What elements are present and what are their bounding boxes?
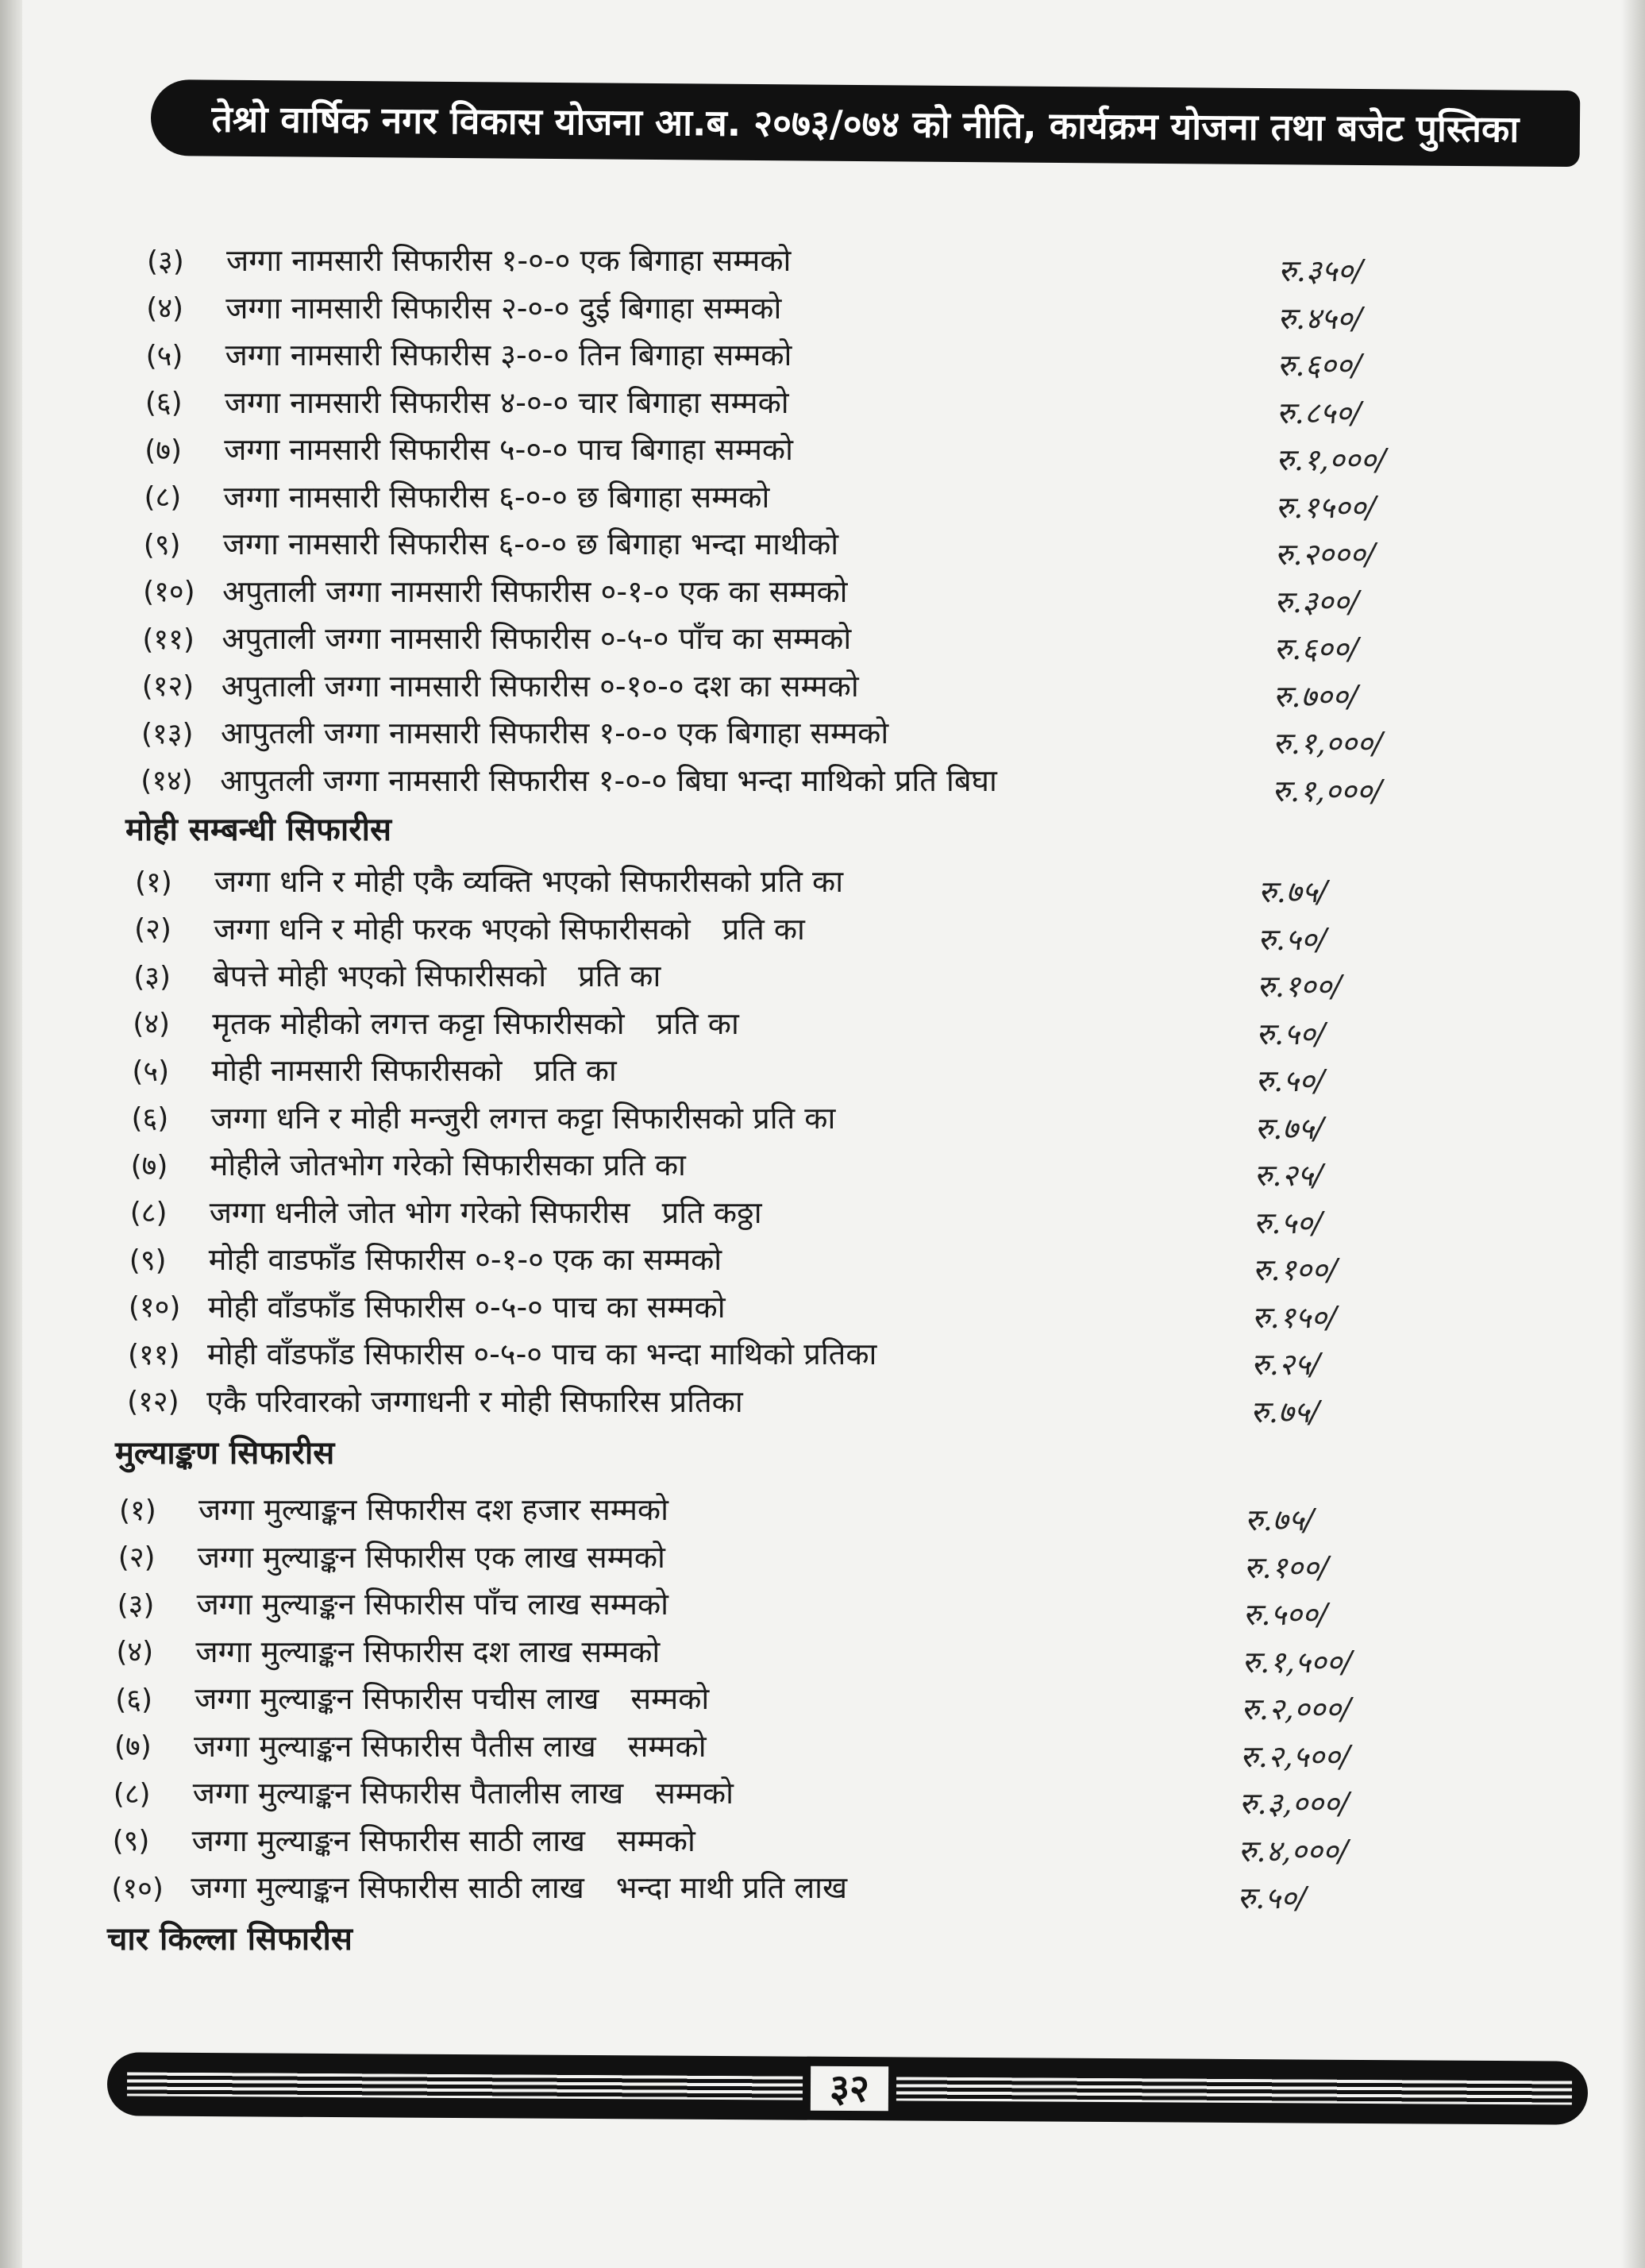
item-fee-amount: रु.१,०००/ <box>1273 726 1383 761</box>
item-number: (८) <box>129 1197 168 1229</box>
item-description: जग्गा मुल्याङ्कन सिफारीस पैतीस लाख <box>194 1728 596 1764</box>
item-number: (१४) <box>141 765 193 797</box>
item-number: (१२) <box>127 1386 179 1418</box>
item-number: (७) <box>144 434 182 467</box>
item-number: (१०) <box>111 1872 164 1905</box>
item-number: (२) <box>118 1541 156 1574</box>
item-description: जग्गा नामसारी सिफारीस ६-०-० छ बिगाहा भन्दा माथीको <box>222 526 839 561</box>
item-description: मोही नामसारी सिफारीसको <box>211 1053 503 1088</box>
list-item <box>132 1048 616 1091</box>
item-number: (३) <box>133 960 171 993</box>
item-unit: प्रति कठ्ठा <box>661 1194 762 1230</box>
item-fee-amount: रु.८५०/ <box>1276 395 1362 430</box>
list-item <box>144 522 838 565</box>
item-description: मोहीले जोतभोग गरेको सिफारीसका प्रति का <box>210 1148 686 1182</box>
item-fee-amount: रु.१००/ <box>1252 1252 1338 1287</box>
item-number: (९) <box>129 1244 167 1277</box>
item-unit: प्रति का <box>722 911 805 947</box>
item-unit: प्रति का <box>578 958 661 993</box>
list-item <box>129 1285 726 1328</box>
item-fee-amount: रु.५०/ <box>1256 1016 1326 1051</box>
item-fee-amount: रु.५००/ <box>1242 1597 1328 1632</box>
list-item <box>141 758 997 801</box>
item-fee-amount: रु.१५००/ <box>1275 489 1377 525</box>
item-description: जग्गा धनि र मोही फरक भएको सिफारीसको <box>214 911 691 947</box>
item-number: (३) <box>117 1588 155 1622</box>
item-fee-amount: रु.७५/ <box>1254 1110 1324 1146</box>
item-unit: सम्मको <box>655 1776 734 1811</box>
list-item <box>129 1237 722 1280</box>
item-fee-amount: रु.२,०००/ <box>1241 1691 1351 1726</box>
item-description: बेपत्ते मोही भएको सिफारीसको <box>213 958 547 993</box>
item-number: (११) <box>128 1338 180 1371</box>
item-description: जग्गा नामसारी सिफारीस ६-०-० छ बिगाहा सम्मको <box>223 479 770 515</box>
list-item <box>131 1143 686 1186</box>
item-fee-amount: रु.१५०/ <box>1251 1299 1337 1335</box>
list-item <box>134 907 805 950</box>
list-item <box>115 1676 709 1719</box>
item-fee-amount: रु.७५/ <box>1258 874 1328 909</box>
item-fee-amount: रु.७००/ <box>1273 678 1358 714</box>
item-unit: प्रति का <box>656 1005 739 1041</box>
item-description: जग्गा मुल्याङ्कन सिफारीस दश हजार सम्मको <box>198 1492 668 1527</box>
list-item <box>142 664 859 707</box>
item-fee-amount: रु.६००/ <box>1277 348 1362 383</box>
item-description: जग्गा मुल्याङ्कन सिफारीस पाँच लाख सम्मको <box>196 1587 669 1622</box>
list-item <box>133 1001 739 1044</box>
item-number: (६) <box>115 1683 152 1716</box>
item-description: जग्गा मुल्याङ्कन सिफारीस पचीस लाख <box>195 1681 599 1716</box>
item-number: (१) <box>135 866 172 899</box>
item-fee-amount: रु.१,५००/ <box>1242 1644 1353 1680</box>
list-item <box>113 1819 695 1861</box>
item-unit: प्रति का <box>534 1053 617 1088</box>
list-item <box>144 427 793 470</box>
list-item <box>118 1535 665 1578</box>
item-number: (४) <box>133 1008 171 1040</box>
section-heading-valuation: मुल्याङ्कण सिफारीस <box>115 1435 335 1472</box>
item-description: आपुतली जग्गा नामसारी सिफारीस १-०-० एक बिगाहा सम्मको <box>221 716 889 750</box>
list-item <box>133 954 661 997</box>
list-item <box>114 1771 734 1814</box>
list-item <box>146 286 781 329</box>
item-description: अपुताली जग्गा नामसारी सिफारीस ०-५-० पाँच का सम्मको <box>222 621 852 656</box>
item-number: (६) <box>144 387 183 419</box>
list-item <box>130 1190 762 1233</box>
item-number: (४) <box>116 1636 154 1668</box>
item-fee-amount: रु.३५०/ <box>1278 253 1363 288</box>
item-fee-amount: रु.१,०००/ <box>1272 773 1383 808</box>
item-number: (६) <box>131 1102 169 1135</box>
item-fee-amount: रु.४,०००/ <box>1238 1833 1349 1869</box>
item-fee-amount: रु.७५/ <box>1250 1394 1320 1429</box>
item-unit: सम्मको <box>617 1822 695 1858</box>
list-item <box>146 333 792 376</box>
item-unit: सम्मको <box>630 1681 710 1716</box>
item-description: जग्गा नामसारी सिफारीस ४-०-० चार बिगाहा सम्मको <box>224 384 789 420</box>
list-item <box>128 1332 876 1375</box>
item-description: जग्गा मुल्याङ्कन सिफारीस पैतालीस लाख <box>192 1776 624 1811</box>
item-description: जग्गा मुल्याङ्कन सिफारीस एक लाख सम्मको <box>197 1539 665 1575</box>
item-fee-amount: रु.३००/ <box>1274 584 1359 619</box>
item-description: जग्गा नामसारी सिफारीस १-०-० एक बिगाहा सम्मको <box>226 243 792 278</box>
item-description: जग्गा धनीले जोत भोग गरेको सिफारीस <box>209 1194 630 1230</box>
item-number: (७) <box>114 1730 152 1763</box>
item-description: जग्गा धनि र मोही एकै व्यक्ति भएको सिफारीसको प्रति का <box>214 864 844 899</box>
item-fee-amount: रु.१००/ <box>1243 1549 1329 1585</box>
item-number: (१०) <box>128 1291 181 1324</box>
item-number: (९) <box>143 528 181 561</box>
item-description: अपुताली जग्गा नामसारी सिफारीस ०-१-० एक का सम्मको <box>222 573 848 609</box>
list-item <box>127 1379 743 1422</box>
item-fee-amount: रु.७५/ <box>1245 1502 1315 1537</box>
list-item <box>118 1582 668 1625</box>
item-description: जग्गा मुल्याङ्कन सिफारीस दश लाख सम्मको <box>195 1634 661 1669</box>
item-number: (९) <box>112 1825 150 1857</box>
item-number: (८) <box>113 1777 151 1811</box>
list-item <box>135 859 843 902</box>
item-number: (३) <box>147 245 184 278</box>
item-description: मोही वाँडफाँड सिफारीस ०-५-० पाच का सम्मको <box>207 1289 726 1325</box>
item-number: (२) <box>134 913 171 946</box>
item-number: (५) <box>145 339 183 372</box>
item-fee-amount: रु.२०००/ <box>1274 537 1376 572</box>
item-number: (८) <box>144 481 182 514</box>
item-description: जग्गा धनि र मोही मन्जुरी लगत्त कट्टा सिफारीसको प्रति का <box>210 1100 836 1136</box>
footer-rule-left <box>127 2072 803 2100</box>
section-heading-boundary: चार किल्ला सिफारीस <box>107 1921 352 1958</box>
list-item <box>145 380 789 423</box>
item-number: (११) <box>142 623 195 656</box>
item-fee-amount: रु.५०/ <box>1253 1205 1323 1240</box>
item-number: (१) <box>119 1494 156 1527</box>
item-number: (५) <box>132 1055 170 1088</box>
list-item <box>114 1724 707 1767</box>
item-fee-amount: रु.४५०/ <box>1277 300 1363 336</box>
item-fee-amount: रु.५०/ <box>1255 1063 1325 1098</box>
list-item <box>142 616 851 659</box>
page-number: ३२ <box>811 2066 888 2112</box>
item-number: (४) <box>146 292 184 325</box>
item-fee-amount: रु.१,०००/ <box>1276 442 1386 477</box>
item-unit: सम्मको <box>627 1728 707 1764</box>
item-fee-amount: रु.१००/ <box>1257 969 1343 1004</box>
list-item <box>141 711 888 754</box>
list-item <box>116 1630 660 1672</box>
item-description: आपुतली जग्गा नामसारी सिफारीस १-०-० बिघा भन्दा माथिको प्रति बिघा <box>220 762 997 798</box>
item-description: जग्गा नामसारी सिफारीस ५-०-० पाच बिगाहा सम्मको <box>224 432 793 467</box>
item-description: मोही वाँडफाँड सिफारीस ०-५-० पाच का भन्दा माथिको प्रतिका <box>207 1336 877 1371</box>
item-fee-amount: रु.२५/ <box>1254 1158 1323 1193</box>
list-item <box>147 238 791 281</box>
item-fee-amount: रु.२५/ <box>1251 1347 1321 1382</box>
list-item <box>119 1487 668 1530</box>
item-fee-amount: रु.५०/ <box>1237 1880 1307 1915</box>
list-item <box>143 569 847 612</box>
item-fee-amount: रु.२,५००/ <box>1240 1738 1350 1774</box>
item-description: मृतक मोहीको लगत्त कट्टा सिफारीसको <box>212 1005 625 1041</box>
item-fee-amount: रु.६००/ <box>1273 631 1359 666</box>
section-heading-tenant: मोही सम्बन्धी सिफारीस <box>125 812 392 848</box>
item-description: अपुताली जग्गा नामसारी सिफारीस ०-१०-० दश का सम्मको <box>221 668 859 704</box>
item-description: जग्गा नामसारी सिफारीस २-०-० दुई बिगाहा सम्मको <box>225 290 782 326</box>
footer-rule-right <box>896 2077 1572 2104</box>
item-number: (१२) <box>141 670 195 703</box>
item-description: मोही वाडफाँड सिफारीस ०-१-० एक का सम्मको <box>208 1242 722 1277</box>
item-unit: भन्दा माथी प्रति लाख <box>615 1870 848 1905</box>
item-fee-amount: रु.३,०००/ <box>1239 1786 1350 1821</box>
item-number: (१३) <box>141 717 194 750</box>
item-fee-amount: रु.५०/ <box>1258 921 1327 957</box>
header-banner <box>151 79 1581 167</box>
item-description: जग्गा नामसारी सिफारीस ३-०-० तिन बिगाहा सम्मको <box>225 338 792 372</box>
list-item <box>111 1865 847 1908</box>
item-number: (१०) <box>143 576 195 608</box>
item-number: (७) <box>130 1149 168 1182</box>
item-description: जग्गा मुल्याङ्कन सिफारीस साठी लाख <box>191 1870 584 1905</box>
list-item <box>144 475 770 518</box>
header-title: तेश्रो वार्षिक नगर विकास योजना आ.ब. २०७३/०७४ को नीति, कार्यक्रम योजना तथा बजेट पुस्तिका <box>211 97 1520 151</box>
book-spine-shadow <box>0 0 22 2268</box>
page-edge-shadow <box>1621 0 1645 2268</box>
list-item <box>132 1096 836 1139</box>
item-description: एकै परिवारको जग्गाधनी र मोही सिफारिस प्रतिका <box>206 1383 743 1419</box>
item-description: जग्गा मुल्याङ्कन सिफारीस साठी लाख <box>191 1822 586 1858</box>
